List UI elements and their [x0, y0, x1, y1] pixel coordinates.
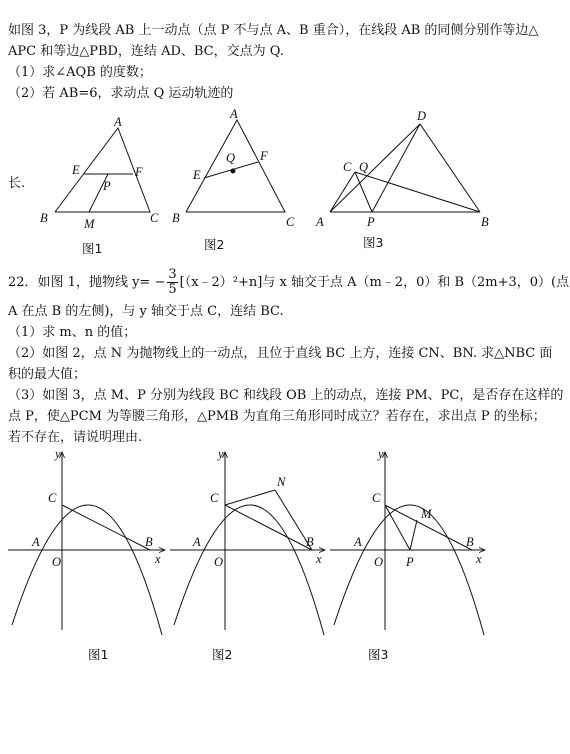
- q22-fig3-label-p: P: [406, 555, 414, 569]
- q22-fig3-parabola: [334, 505, 484, 635]
- q21-fig2-label-f: F: [260, 149, 268, 163]
- q22-fig2-label-n: N: [277, 475, 286, 489]
- q21-fig2-caption: 图2: [204, 237, 225, 252]
- q22-fig3-caption: 图3: [368, 647, 389, 662]
- q22-fig3-label-x: x: [476, 552, 482, 566]
- q22-fig2-segment-nb: [275, 490, 312, 550]
- q21-fig2-label-a: A: [230, 107, 238, 121]
- q22-fig1-label-c: C: [48, 491, 57, 505]
- q22-line-8: 若不存在，请说明理由.: [8, 430, 143, 445]
- q22-fig2-label-c: C: [210, 491, 219, 505]
- q22-fig2-caption: 图2: [212, 647, 233, 662]
- q21-fig3-caption: 图3: [363, 235, 384, 250]
- q21-fig1-label-e: E: [72, 163, 80, 177]
- q22-line-1-end: [（x﹣2）²+n]与 x 轴交于点 A（m﹣2，0）和 B（2m+3，0）(点: [179, 275, 570, 290]
- q21-fig2-label-e: E: [193, 168, 201, 182]
- q22-fraction-denominator: 5: [168, 282, 177, 297]
- q21-line-5: 长.: [8, 176, 26, 191]
- q21-fig1-label-p: P: [103, 179, 111, 193]
- q21-fig3-pd: [372, 124, 420, 212]
- q22-fig1-label-y: y: [55, 447, 61, 461]
- q21-fig2-label-c: C: [286, 215, 295, 229]
- q22-fraction-numerator: 3: [168, 267, 177, 282]
- q22-fig2-segment-cn: [225, 490, 275, 505]
- q21-fig3-ac: [330, 172, 355, 212]
- q22-line-6: （3）如图 3，点 M、P 分别为线段 BC 和线段 OB 上的动点，连接 PM、PC，是否存在这样的: [8, 388, 564, 403]
- q21-line-1: 如图 3，P 为线段 AB 上一动点（点 P 不与点 A、B 重合），在线段 AB 的同侧分别作等边△: [8, 23, 539, 38]
- q21-fig1-label-m: M: [84, 217, 95, 231]
- q21-fig2-label-q: Q: [226, 151, 236, 165]
- q21-fig1-label-f: F: [135, 165, 143, 179]
- q22-line-5: 积的最大值；: [8, 367, 87, 382]
- q22-fig2-label-o: O: [214, 555, 224, 569]
- q22-line-2: A 在点 B 的左侧)，与 y 轴交于点 C，连结 BC.: [8, 304, 284, 319]
- q22-fig1-label-x: x: [155, 552, 161, 566]
- q21-fig1-caption: 图1: [82, 241, 103, 256]
- q22-fig3-segment-cp: [385, 505, 410, 550]
- q22-fig2-parabola: [174, 505, 324, 635]
- q22-fig3-label-c: C: [372, 491, 381, 505]
- q21-figures: [0, 0, 570, 260]
- q22-fig3-label-y: y: [378, 447, 384, 461]
- q22-fig3-label-o: O: [374, 555, 384, 569]
- q21-fig3-label-b: B: [481, 215, 489, 229]
- q21-fig3-label-p: P: [367, 215, 375, 229]
- q22-fig3-segment-bc: [385, 505, 472, 550]
- q22-fig2-segment-bc: [225, 505, 312, 550]
- q22-fig2-label-b: B: [306, 535, 314, 549]
- q22-line-3: （1）求 m、n 的值；: [8, 325, 137, 340]
- q21-fig3-label-d: D: [417, 109, 427, 123]
- q22-fig1-parabola: [12, 505, 162, 635]
- q21-fig1-label-a: A: [114, 115, 122, 129]
- q22-fig3-label-a: A: [354, 535, 362, 549]
- q22-fig2-label-y: y: [218, 447, 224, 461]
- q22-fraction: [167, 268, 177, 297]
- q21-fig2-triangle: [186, 120, 285, 212]
- q22-fig1-label-a: A: [32, 535, 40, 549]
- q22-fig1-caption: 图1: [88, 647, 109, 662]
- q21-fig3-cp: [355, 172, 372, 212]
- q22-fig1-segment-bc: [62, 505, 150, 550]
- q22-fig2-label-x: x: [316, 552, 322, 566]
- q22-fig3-label-m: M: [421, 507, 432, 521]
- q21-line-2: APC 和等边△PBD，连结 AD、BC，交点为 Q.: [8, 44, 284, 59]
- q21-fig2-point-q: [231, 169, 236, 174]
- q21-fig3-db: [420, 124, 480, 212]
- q22-line-7: 点 P，使△PCM 为等腰三角形，△PMB 为直角三角形同时成立？若存在，求出点 P 的坐标；: [8, 409, 546, 424]
- q21-fig3-label-a: A: [316, 215, 324, 229]
- q21-fig3-label-q: Q: [359, 160, 369, 174]
- q22-fig2-label-a: A: [193, 535, 201, 549]
- q21-fig2-label-b: B: [172, 211, 180, 225]
- q21-fig1-label-b: B: [40, 211, 48, 225]
- q21-fig3-label-c: C: [343, 160, 352, 174]
- q22-line-4: （2）如图 2，点 N 为抛物线上的一动点，且位于直线 BC 上方，连接 CN、BN. 求△NBC 面: [8, 346, 553, 361]
- q21-line-3: （1）求∠AQB 的度数；: [8, 65, 152, 80]
- q22-fig3-segment-pm: [410, 520, 417, 550]
- q22-line-1: [8, 268, 569, 297]
- q21-fig3-cb: [355, 172, 480, 212]
- q22-fig1-label-o: O: [52, 555, 62, 569]
- q22-line-1-start: 22．如图 1，抛物线 y= −: [8, 275, 166, 290]
- q21-line-4: （2）若 AB=6，求动点 Q 运动轨迹的: [8, 86, 234, 101]
- q22-fig3-label-b: B: [466, 535, 474, 549]
- q22-fig1-label-b: B: [145, 535, 153, 549]
- q21-fig1-label-c: C: [150, 211, 159, 225]
